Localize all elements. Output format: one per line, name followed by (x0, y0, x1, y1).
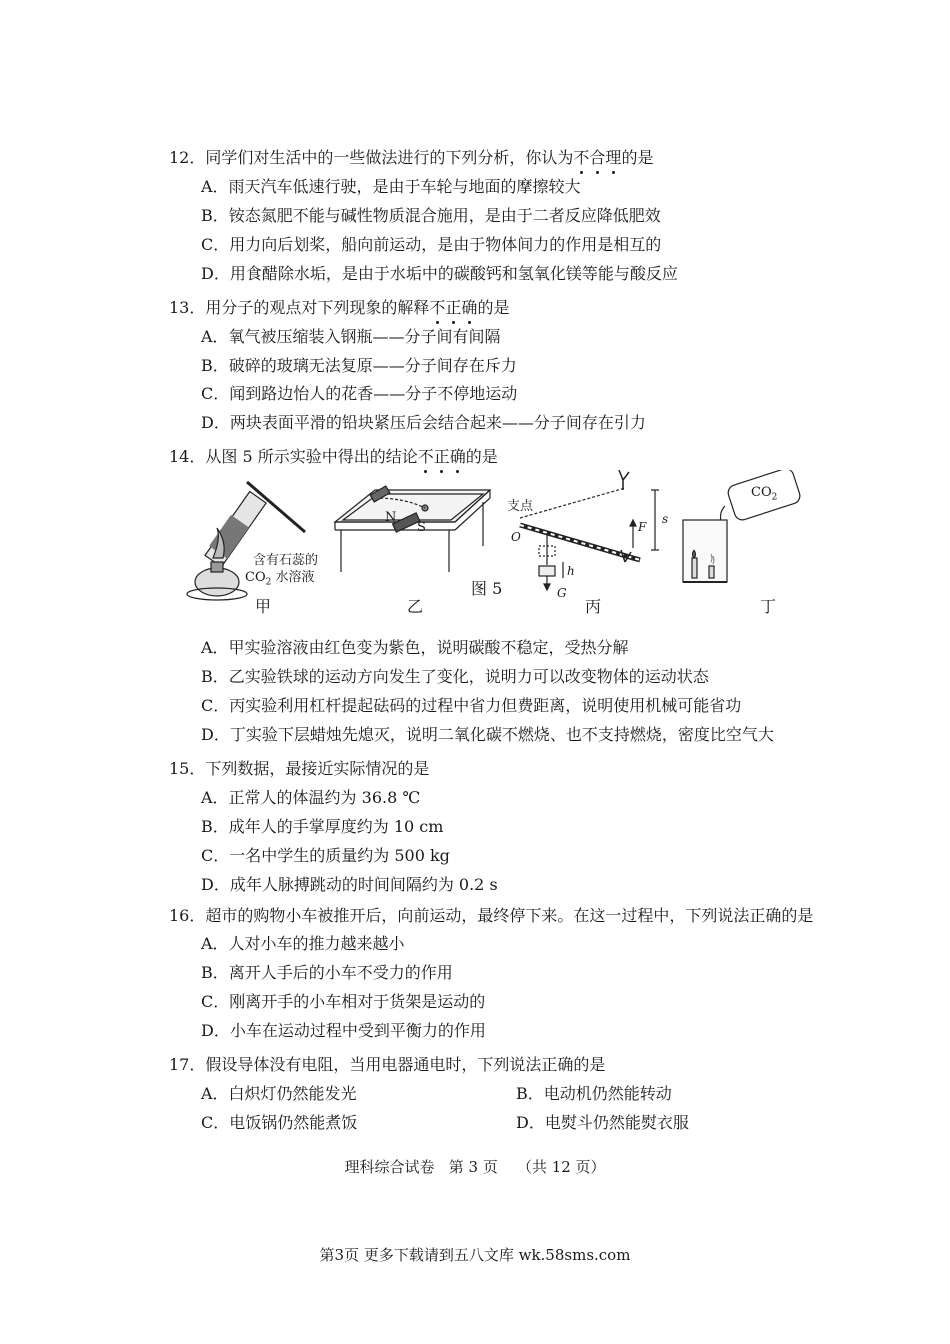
bing-h-label: h (567, 564, 575, 578)
page-footer: 理科综合试卷 第 3 页 （共 12 页） (344, 1158, 606, 1176)
question-17-stem: 17．假设导体没有电阻，当用电器通电时，下列说法正确的是 (169, 1055, 606, 1074)
q15-option-c: C．一名中学生的质量约为 500 kg (201, 846, 450, 865)
q17-option-a: A．白炽灯仍然能发光 (201, 1084, 357, 1103)
q14-option-d: D．丁实验下层蜡烛先熄灭，说明二氧化碳不燃烧、也不支持燃烧，密度比空气大 (201, 725, 774, 744)
bing-f-label: F (638, 520, 647, 534)
q13-option-c: C．闻到路边怡人的花香——分子不停地运动 (201, 384, 518, 403)
download-footer: 第3页 更多下载请到五八文库 wk.58sms.com (319, 1246, 631, 1264)
q14-option-b: B．乙实验铁球的运动方向发生了变化，说明力可以改变物体的运动状态 (201, 667, 709, 686)
q13-option-a: A．氧气被压缩装入钢瓶——分子间有间隔 (201, 327, 501, 346)
q14-option-a: A．甲实验溶液由红色变为紫色，说明碳酸不稳定，受热分解 (201, 638, 629, 657)
question-14-stem: 14．从图 5 所示实验中得出的结论不正确的是 (169, 447, 498, 466)
bing-fulcrum-label: 支点 (507, 499, 534, 514)
q17-option-d: D．电熨斗仍然能熨衣服 (516, 1113, 689, 1132)
figure-5-drawing (185, 470, 825, 620)
question-12-stem: 12．同学们对生活中的一些做法进行的下列分析，你认为不合理的是 (169, 148, 654, 167)
q12-option-a: A．雨天汽车低速行驶，是由于车轮与地面的摩擦较大 (201, 177, 581, 196)
panel-label-bing: 丙 (585, 597, 602, 616)
q13-option-b: B．破碎的玻璃无法复原——分子间存在斥力 (201, 356, 517, 375)
bing-o-label: O (511, 530, 521, 544)
figure-5 (185, 470, 825, 620)
q12-option-c: C．用力向后划桨，船向前运动，是由于物体间力的作用是相互的 (201, 235, 662, 254)
ding-co2-label: $CO_2$ (751, 485, 778, 503)
q16-option-c: C．刚离开手的小车相对于货架是运动的 (201, 992, 486, 1011)
figure-caption: 图 5 (471, 579, 503, 598)
yi-apparatus (335, 486, 490, 572)
q14-option-c: C．丙实验利用杠杆提起砝码的过程中省力但费距离，说明使用机械可能省功 (201, 696, 742, 715)
ding-apparatus (683, 470, 802, 582)
q17-option-b: B．电动机仍然能转动 (516, 1084, 672, 1103)
q15-option-d: D．成年人脉搏跳动的时间间隔约为 0.2 s (201, 875, 498, 894)
yi-s-label: S (417, 520, 426, 535)
jia-label-line1: 含有石蕊的 (253, 553, 319, 568)
bing-g-label: G (557, 586, 567, 600)
q16-option-b: B．离开人手后的小车不受力的作用 (201, 963, 453, 982)
q15-option-a: A．正常人的体温约为 36.8 ℃ (201, 788, 421, 807)
q12-option-b: B．铵态氮肥不能与碱性物质混合施用，是由于二者反应降低肥效 (201, 206, 661, 225)
q16-option-d: D．小车在运动过程中受到平衡力的作用 (201, 1021, 486, 1040)
q12-option-d: D．用食醋除水垢，是由于水垢中的碳酸钙和氢氧化镁等能与酸反应 (201, 264, 678, 283)
panel-label-yi: 乙 (407, 597, 424, 616)
bing-s-label: s (662, 512, 669, 526)
q17-option-c: C．电饭锅仍然能煮饭 (201, 1113, 358, 1132)
jia-label-line2: $CO_2$ 水溶液 (245, 570, 315, 588)
panel-label-jia: 甲 (255, 597, 272, 616)
panel-label-ding: 丁 (760, 597, 777, 616)
yi-n-label: N (385, 510, 397, 525)
q16-option-a: A．人对小车的推力越来越小 (201, 934, 405, 953)
question-16-stem: 16．超市的购物小车被推开后，向前运动，最终停下来。在这一过程中，下列说法正确的是 (169, 906, 814, 925)
question-13-stem: 13．用分子的观点对下列现象的解释不正确的是 (169, 298, 510, 317)
q13-option-d: D．两块表面平滑的铅块紧压后会结合起来——分子间存在引力 (201, 413, 646, 432)
q15-option-b: B．成年人的手掌厚度约为 10 cm (201, 817, 444, 836)
question-15-stem: 15．下列数据，最接近实际情况的是 (169, 759, 430, 778)
